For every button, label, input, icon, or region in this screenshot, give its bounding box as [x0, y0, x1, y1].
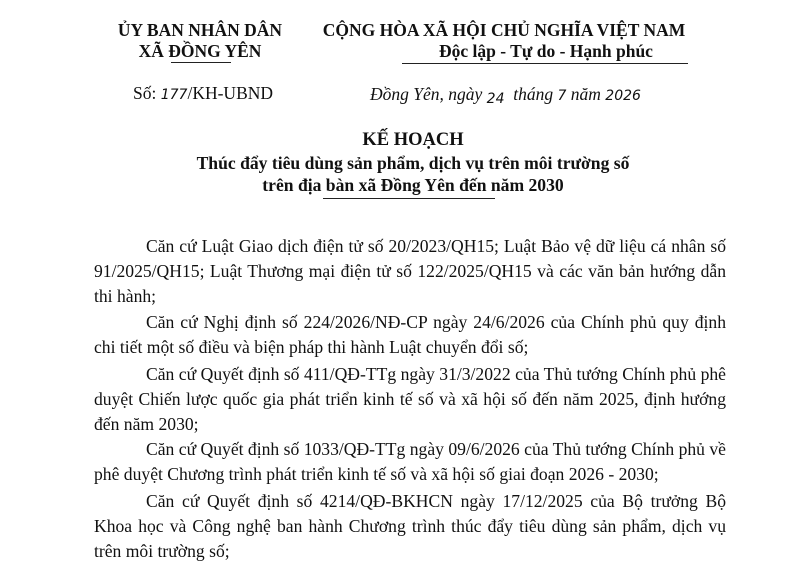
document-subtitle-line2: trên địa bàn xã Đồng Yên đến năm 2030	[262, 175, 564, 195]
document-number	[133, 83, 273, 104]
legal-basis-paragraph-4: Căn cứ Quyết định số 1033/QĐ-TTg ngày 09/6/2026 của Thủ tướng Chính phủ về phê duyệt Chương trình phát triển kinh tế số và xã hội số giai đoạn 2026 - 2030;	[94, 439, 726, 484]
doc-number-prefix: Số:	[133, 83, 157, 103]
date-month-label: tháng	[513, 84, 554, 104]
org-underline	[171, 62, 231, 63]
document-title: KẾ HOẠCH	[362, 130, 464, 150]
org-name-line2: XÃ ĐỒNG YÊN	[138, 41, 262, 61]
date-year-label: năm	[570, 84, 601, 104]
national-motto: Độc lập - Tự do - Hạnh phúc	[439, 41, 653, 61]
legal-basis-paragraph-1: Căn cứ Luật Giao dịch điện tử số 20/2023/QH15; Luật Bảo vệ dữ liệu cá nhân số 91/2025/QH15; Luật Thương mại điện tử số 122/2025/QH15 và các văn bản hướng dẫn thi hành;	[94, 236, 726, 306]
country-name: CỘNG HÒA XÃ HỘI CHỦ NGHĨA VIỆT NAM	[322, 20, 686, 40]
doc-number-suffix: /KH-UBND	[187, 83, 274, 103]
org-name-line1: ỦY BAN NHÂN DÂN	[117, 20, 283, 40]
date-month: 7	[557, 88, 567, 104]
legal-basis-paragraph-3: Căn cứ Quyết định số 411/QĐ-TTg ngày 31/3/2022 của Thủ tướng Chính phủ phê duyệt Chiến lược quốc gia phát triển kinh tế số và xã hội số đến năm 2025, định hướng đến năm 2030;	[94, 364, 726, 434]
date-place: Đồng Yên, ngày	[370, 84, 483, 104]
motto-underline	[402, 63, 688, 64]
doc-number-value: 177	[160, 87, 188, 103]
date-day: 24	[486, 91, 505, 107]
date-line	[370, 84, 641, 105]
title-underline	[323, 198, 495, 199]
document-subtitle-line1: Thúc đẩy tiêu dùng sản phẩm, dịch vụ trên môi trường số	[196, 153, 630, 173]
legal-basis-paragraph-5: Căn cứ Quyết định số 4214/QĐ-BKHCN ngày 17/12/2025 của Bộ trưởng Bộ Khoa học và Công nghệ ban hành Chương trình thúc đẩy tiêu dùng sản phẩm, dịch vụ trên môi trường số;	[94, 491, 726, 561]
date-year: 2026	[605, 88, 641, 104]
legal-basis-paragraph-2: Căn cứ Nghị định số 224/2026/NĐ-CP ngày 24/6/2026 của Chính phủ quy định chi tiết một số điều và biện pháp thi hành Luật chuyển đổi số;	[94, 312, 726, 357]
